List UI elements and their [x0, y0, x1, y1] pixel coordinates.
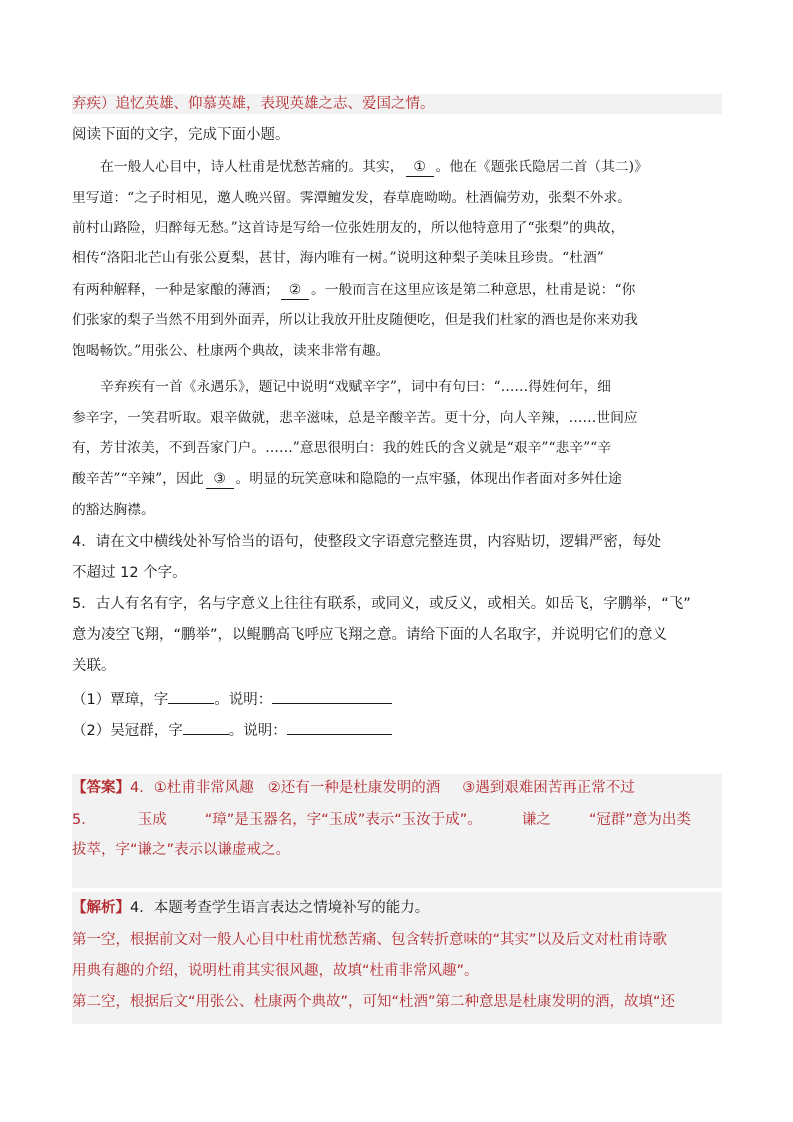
item-label: 。说明： — [214, 692, 273, 708]
answer-line-2 — [72, 810, 722, 830]
passage-line: 辛弃疾有一首《永遇乐》，题记中说明“戏赋辛字”，词中有句曰：“……得姓何年，细 — [100, 379, 611, 395]
answer-tag: 【答案】 — [72, 780, 130, 796]
passage-line — [72, 469, 722, 489]
passage-text: 。一般而言在这里应该是第二种意思，杜甫是说：“你 — [310, 282, 636, 298]
passage-text: 酸辛苦”“辛辣”，因此 — [72, 471, 204, 487]
answer-line-3: 拔萃，字“谦之”表示以谦虚戒之。 — [72, 842, 291, 858]
question-5-cont: 意为凌空飞翔，“鹏举”，以鲲鹏高飞呼应飞翔之意。请给下面的人名取字，并说明它们的意义 — [72, 627, 668, 643]
answer-block — [72, 774, 722, 888]
item-label: 。说明： — [228, 723, 287, 739]
answer-blank-explain-2[interactable] — [287, 718, 392, 735]
passage-line: 相传“洛阳北芒山有张公夏梨，甚甘，海内唯有一树。”说明这种梨子美味且珍贵。“杜酒” — [72, 250, 604, 266]
analysis-head — [72, 898, 722, 918]
answer-blank-name-1[interactable] — [168, 687, 214, 704]
answer-num: 4． — [130, 780, 154, 796]
carryover-line: 弃疾）追忆英雄、仰慕英雄，表现英雄之志、爱国之情。 — [72, 94, 722, 114]
answer-item: ③遇到艰难困苦再正常不过 — [462, 780, 635, 796]
passage-line — [72, 157, 722, 177]
analysis-tag: 【解析】 — [72, 900, 130, 916]
passage-line: 有，芳甘浓美，不到吾家门户。……”意思很明白：我的姓氏的含义就是“艰辛”“悲辛”“辛 — [72, 440, 612, 456]
item-label: （2）吴冠群，字 — [72, 723, 183, 739]
answer-blank-name-2[interactable] — [183, 718, 229, 735]
blank-3[interactable]: ③ — [206, 470, 234, 489]
answer-blank-explain-1[interactable] — [272, 687, 392, 704]
passage-line — [72, 280, 722, 300]
blank-1[interactable]: ① — [406, 158, 434, 177]
analysis-line: 用典有趣的介绍，说明杜甫其实很风趣，故填“杜甫非常风趣”。 — [72, 963, 479, 979]
analysis-head-text: 4．本题考查学生语言表达之情境补写的能力。 — [130, 900, 430, 916]
analysis-block — [72, 892, 722, 1024]
passage-line: 里写道：“之子时相见，邀人晚兴留。霁潭鳣发发，春草鹿呦呦。杜酒偏劳劝，张梨不外求。 — [72, 190, 631, 206]
analysis-line: 第二空，根据后文“用张公、杜康两个典故”，可知“杜酒”第二种意思是杜康发明的酒，故填“还 — [72, 994, 676, 1010]
question-5: 5．古人有名有字，名与字意义上往往有联系，或同义，或反义，或相关。如岳飞，字鹏举，“飞” — [72, 596, 691, 612]
reading-instruction: 阅读下面的文字，完成下面小题。 — [72, 127, 290, 143]
answer-num: 5． — [72, 812, 96, 828]
answer-line-1 — [72, 778, 722, 798]
answer-item: “冠群”意为出类 — [588, 812, 691, 828]
answer-item: 谦之 — [521, 812, 551, 828]
passage-text: 在一般人心目中，诗人杜甫是忧愁苦痛的。其实， — [100, 159, 404, 175]
question-5-cont: 关联。 — [72, 658, 116, 674]
q5-item-1 — [72, 687, 722, 710]
q5-item-2 — [72, 718, 722, 741]
question-4-cont: 不超过 12 个字。 — [72, 565, 187, 581]
answer-item: “璋”是玉器名，字“玉成”表示“玉汝于成”。 — [204, 812, 482, 828]
answer-item: 玉成 — [137, 812, 167, 828]
answer-item: ①杜甫非常风趣 — [153, 780, 254, 796]
passage-line: 参辛字，一笑君听取。艰辛做就，悲辛滋味，总是辛酸辛苦。更十分，向人辛辣，……世间应 — [72, 410, 638, 426]
passage-text: 。明显的玩笑意味和隐隐的一点牢骚，体现出作者面对多舛仕途 — [235, 471, 622, 487]
passage-line: 饱喝畅饮。”用张公、杜康两个典故，读来非常有趣。 — [72, 343, 390, 359]
answer-item: ②还有一种是杜康发明的酒 — [267, 780, 441, 796]
question-4: 4．请在文中横线处补写恰当的语句，使整段文字语意完整连贯，内容贴切，逻辑严密，每处 — [72, 534, 662, 550]
passage-text: 有两种解释，一种是家酿的薄酒； — [72, 282, 279, 298]
passage-line: 们张家的梨子当然不用到外面弄，所以让我放开肚皮随便吃，但是我们杜家的酒也是你来劝我 — [72, 312, 638, 328]
blank-2[interactable]: ② — [281, 281, 309, 300]
passage-line: 的豁达胸襟。 — [72, 502, 155, 518]
passage-line: 前村山路险，归醉每无愁。”这首诗是写给一位张姓朋友的，所以他特意用了“张梨”的典故， — [72, 220, 625, 236]
item-label: （1）覃璋，字 — [72, 692, 169, 708]
passage-text: 。他在《题张氏隐居二首（其二)》 — [435, 159, 648, 175]
analysis-line: 第一空，根据前文对一般人心目中杜甫忧愁苦痛、包含转折意味的“其实”以及后文对杜甫诗歌 — [72, 932, 668, 948]
